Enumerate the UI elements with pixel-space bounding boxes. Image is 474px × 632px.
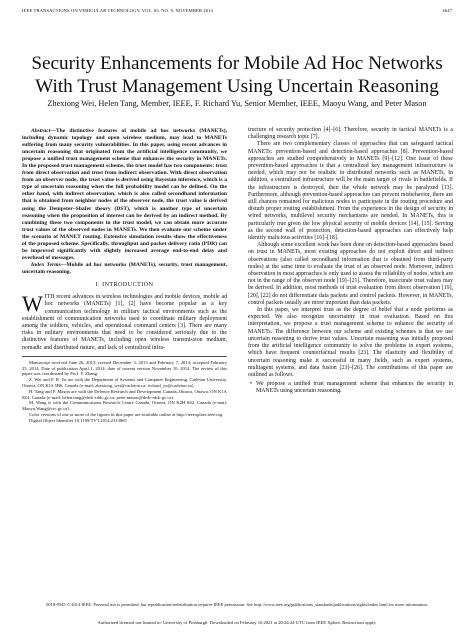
body-paragraph: There are two complementary classes of approaches that can safeguard tactical MANETs: prevention-based and detection-based approaches [8]. Prevention-based approaches are studied comprehensively in MANETs [9]–[12]. One issue of these prevention-based approaches is that a centralized key management infrastructure is needed, which may not be realistic in distributed networks such as MANETs. In addition, a centralized infrastructure will be the main target of rivals in battlefields. If the infrastructure is destroyed, then the whole network may be paralyzed [13]. Furthermore, although prevention-based approaches can prevent misbehavior, there are still chances remained for malicious nodes to participate in the routing procedure and disturb proper routing establishment. From the experience in the design of security in wired networks, multilevel security mechanisms are needed. In MANETs, this is particularly true given the low physical security of mobile devices [14], [15]. Serving as the second wall of protection, detection-based approaches can effectively help identify malicious activities [16]–[18]. [248,141,453,242]
bullet-icon: • [250,381,253,388]
journal-name: IEEE TRANSACTIONS ON VEHICULAR TECHNOLOGY, VOL. 65, NO. 9, NOVEMBER 2014 [22,8,213,13]
intro-text: ITH recent advances in wireless technologies and mobile devices, mobile ad hoc networks (MANETs) [1], [2] have become popular as a key communication technology in military tactical environments such as the establishment of communication networks used to coordinate military deployment among the soldiers, vehicles, and operational command centers [3]. There are many risks in military environments that need to be considered seriously due to the distinctive features of MANETs, including open wireless transmission medium, nomadic and distributed nature, and lack of centralized infra- [22,294,227,351]
paper-title: Security Enhancements for Mobile Ad Hoc Networks With Trust Management Using Uncertain Reasoning [31,53,443,97]
abstract-label: Abstract— [31,128,56,134]
index-terms-label: Index Terms— [31,261,67,268]
running-head [22,8,452,17]
index-terms [22,262,227,276]
body-paragraph: tructure of security protection [4]–[6]. Therefore, security in tactical MANETs is a challenging research topic [7]. [248,127,453,141]
right-column [248,127,453,396]
abstract [22,128,227,262]
abstract-text: The distinctive features of mobile ad hoc networks (MANETs), including dynamic topology and open wireless medium, may lead to MANETs suffering from many security vulnerabilities. In this paper, using recent advances in uncertain reasoning that originated from the artificial intelligence community, we propose a unified trust management scheme that enhances the security in MANETs. In the proposed trust management scheme, the trust model has two components: trust from direct observation and trust from indirect observation. With direct observation from an observer node, the trust value is derived using Bayesian inference, which is a type of uncertain reasoning when the full probability model can be defined. On the other hand, with indirect observation, which is also called secondhand information that is obtained from neighbor nodes of the observer node, the trust value is derived using the Dempster–Shafer theory (DST), which is another type of uncertain reasoning when the proposition of interest can be derived by an indirect method. By combining these two components in the trust model, we can obtain more accurate trust values of the observed nodes in MANETs. We then evaluate our scheme under the scenario of MANET routing. Extensive simulation results show the effectiveness of the proposed scheme. Specifically, throughput and packet delivery ratio (PDR) can be improved significantly with slightly increased average end-to-end delay and overhead of messages. [22,128,227,261]
footnote-color: Color versions of one or more of the figures in this paper are available online at http://ieeexplore.ieee.org. [29,411,224,417]
footnote-affiliation-1: Z. Wei and F. R. Yu are with the Department of Systems and Computer Engineering, Carleton University, Ottawa, ON K1S 5B6, Canada (e-mail: zhexiong_wei@carleton.ca; richard_yu@carleton.ca). [22,377,227,388]
bullet-text: We propose a unified trust management scheme that enhances the security in MANETs using uncertain reasoning. [256,381,453,395]
author-list: Zhexiong Wei, Helen Tang, Member, IEEE, F. Richard Yu, Senior Member, IEEE, Maoyu Wang, and Peter Mason [47,99,427,108]
copyright-notice: 0018-9545 © 2014 IEEE. Personal use is permitted, but republication/redistribution requires IEEE permission. See http://www.ieee.org/publications_standards/publications/rights/index.html for more information. [46,602,428,607]
drop-cap: W [22,291,43,317]
footnotes [22,356,227,424]
footnote-manuscript: Manuscript received June 26, 2013; revised December 3, 2013 and February 7, 2014; accepted February 25, 2014. Date of publication April 1, 2014; date of current version November 10, 2014. The review of this paper was coordinated by Prof. Y. Zhang. [22,359,227,377]
contribution-bullet [250,381,453,395]
page-number: 4647 [442,8,452,13]
body-paragraph: In this paper, we interpret trust as the degree of belief that a node performs as expected. We also recognize uncertainty in trust evaluation. Based on this interpretation, we propose a trust management scheme to enhance the security of MANETs. The difference between our scheme and existing schemes is that we use uncertain reasoning to derive trust values. Uncertain reasoning was initially proposed from the artificial intelligence community to solve the problems in expert systems, which have frequent counterfactual results [23]. The elasticity and flexibility of uncertain reasoning make it successful in many fields, such as expert systems, multiagent systems, and data fusion [23]–[26]. The contributions of this paper are outlined as follows. [248,307,453,378]
footnote-doi: Digital Object Identifier 10.1109/TVT.2014.2313865 [29,417,127,423]
left-column [22,128,227,424]
index-terms-text: Mobile ad hoc networks (MANETs), security, trust management, uncertain reasoning. [22,261,228,275]
intro-paragraph [22,291,227,352]
license-notice: Authorized licensed use limited to: University of Pittsburgh. Downloaded on February 10,2021 at 20:24:24 UTC from IEEE Xplore. Restrictions apply. [97,620,377,625]
footnote-affiliation-2: H. Tang and P. Mason are with the Defence Research and Development Canada–Ottawa, Ottawa, ON K1A 0Z4, Canada (e-mail: helen.tang@drdc-rddc.gc.ca; peter.mason@drdc-rddc.gc.ca). [22,388,227,400]
footnote-affiliation-3: M. Wang is with the Communications Research Centre Canada, Ottawa, ON K2H 8S2, Canada (e-mail: Maoyu.Wang@crc.gc.ca). [22,400,227,412]
body-paragraph: Although some excellent work has been done on detection-based approaches based on trust in MANETs, most existing approaches do not exploit direct and indirect observations (also called secondhand information that is obtained from third-party nodes) at the same time to evaluate the trust of an observed node. Moreover, indirect observation in most approaches is only used to assess the reliability of nodes, which are not in the range of the observer node [19]–[21]. Therefore, inaccurate trust values may be derived. In addition, most methods of trust evaluation from direct observation [19], [20], [22] do not differentiate data packets and control packets. However, in MANETs, control packets usually are more important than data packets. [248,242,453,306]
section-heading-introduction: I. INTRODUCTION [95,281,154,288]
